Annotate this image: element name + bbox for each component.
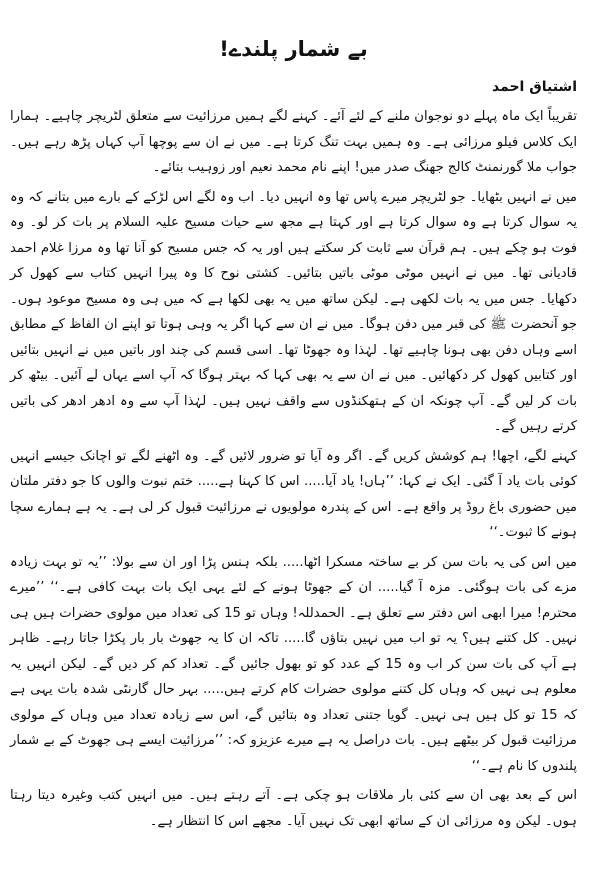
paragraph-5: اس کے بعد بھی ان سے کئی بار ملاقات ہو چکی ہے۔ آتے رہتے ہیں۔ میں انہیں کتب وغیرہ دیتا رہتا ہوں۔ لیکن وہ مرزائی ان کے ساتھ ابھی تک نہیں آیا۔ مجھے اس کا انتظار ہے۔ bbox=[10, 788, 577, 829]
paragraph-3: کہنے لگے، اچھا! ہم کوشش کریں گے۔ اگر وہ آیا تو ضرور لائیں گے۔ وہ اٹھنے لگے تو اچانک جیسے انہیں کوئی بات یاد آ گئی۔ ایک نے کہا: ’’ہاں! یاد آیا..... اس کا کہنا ہے..... ختم نبوت والوں کا جو دفتر ملتان میں حضوری باغ روڈ پر واقع ہے۔ اس کے پندرہ مولویوں نے مرزائیت قبول کر لی ہے۔ یہ ہے ہمارے سچا ہونے کا ثبوت۔‘‘ bbox=[10, 448, 577, 540]
paragraph-1: تقریباً ایک ماہ پہلے دو نوجوان ملنے کے لئے آئے۔ کہنے لگے ہمیں مرزائیت سے متعلق لٹریچر چاہیے۔ ہمارا ایک کلاس فیلو مرزائی ہے۔ وہ ہمیں بہت تنگ کرتا ہے۔ میں نے ان سے پوچھا آپ کہاں پڑھ رہے ہیں۔ جواب ملا گورنمنٹ کالج جھنگ صدر میں! اپنے نام محمد نعیم اور زوہیب بتائے۔ bbox=[10, 109, 577, 175]
paragraph-4: میں اس کی یہ بات سن کر بے ساختہ مسکرا اٹھا..... بلکہ ہنس پڑا اور ان سے بولا: ’’یہ تو بہت زیادہ مزے کی بات ہوگئی۔ مزہ آ گیا..... ان کے جھوٹا ہونے کے لئے یہی ایک بات بہت کافی ہے۔‘‘ ’’میرے محترم! میرا ابھی اس دفتر سے تعلق ہے۔ الحمدللہ! وہاں تو 15 کی تعداد میں مولوی حضرات ہیں ہی نہیں۔ کل کتنے ہیں؟ یہ تو اب میں نہیں بتاؤں گا..... تاکہ ان کا یہ جھوٹ بار بار پکڑا جاتا رہے۔ ظاہر ہے آپ کی بات سن کر اب وہ 15 کے عدد کو تو بھول جائیں گے۔ تعداد کم کر دیں گے۔ لیکن انہیں یہ معلوم ہی نہیں کہ وہاں کل کتنے مولوی حضرات کام کرتے ہیں..... بہر حال گارنٹی شدہ بات یہی ہے کہ 15 تو کل ہیں ہی نہیں۔ گویا جتنی تعداد وہ بتائیں گے، اس سے زیادہ تعداد میں وہاں کے مولوی مرزائیت قبول کر بیٹھے ہیں۔ بات دراصل یہ ہے میرے عزیزو کہ: ’’مرزائیت ایسے ہی جھوٹ کے بے شمار پلندوں کا نام ہے۔‘‘ bbox=[10, 554, 577, 774]
article-title: بے شمار پلندے! bbox=[219, 37, 368, 61]
paragraph-2: میں نے انہیں بٹھایا۔ جو لٹریچر میرے پاس تھا وہ انہیں دیا۔ اب وہ لگے اس لڑکے کے بارے میں بتانے کہ وہ یہ سوال کرتا ہے وہ سوال کرتا ہے اور کہتا ہے مجھ سے حیات مسیح علیہ السلام پر بات کر لو۔ وہ فوت ہو چکے ہیں۔ ہم قرآن سے ثابت کر سکتے ہیں اور یہ کہ جس مسیح کو آنا تھا وہ مرزا غلام احمد قادیانی تھا۔ میں نے انہیں موٹی موٹی باتیں بتائیں۔ کشتی نوح کا وہ پیرا انہیں کتاب سے کھول کر دکھایا۔ جس میں یہ بات لکھی ہے۔ لیکن ساتھ میں یہ بھی لکھا ہے کہ میں ہی وہ مسیح موعود ہوں۔ جو آنحضرت ﷺ کی قبر میں دفن ہوگا۔ میں نے ان سے کہا اگر یہ وہی ہوتا تو اپنے ان الفاظ کے مطابق اسے وہاں دفن بھی ہونا چاہیے تھا۔ لہٰذا وہ جھوٹا تھا۔ اسی قسم کی چند اور باتیں میں نے انہیں بتائیں اور کتابیں کھول کر دکھائیں۔ میں نے ان سے یہ بھی کہا کہ بہتر ہوگا کہ آپ اسے یہاں لے آئیں۔ بیٹھ کر بات کر لیں گے۔ آپ چونکہ ان کے ہتھکنڈوں سے واقف نہیں ہیں۔ لہٰذا آپ سے وہ ادھر ادھر کی باتیں کرتے رہیں گے۔ bbox=[9, 189, 577, 434]
article-author: اشتیاق احمد bbox=[491, 79, 577, 95]
